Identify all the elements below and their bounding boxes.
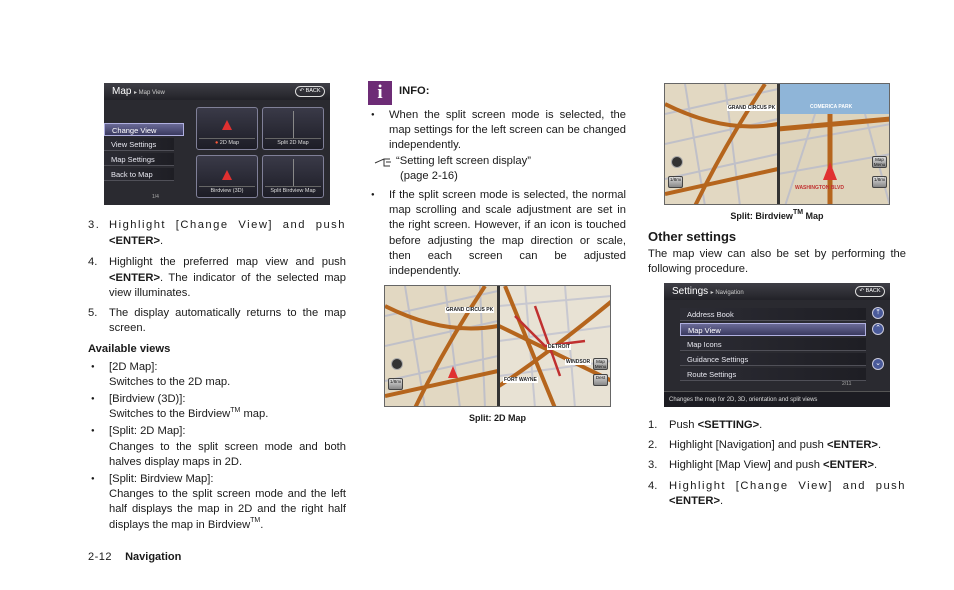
settings-steps: [648, 418, 906, 514]
scroll-top-icon[interactable]: ⤒: [872, 307, 884, 319]
settings-step-4: 4. Highlight [Change View] and push <ENTER>.: [648, 479, 906, 507]
tile-split-birdview-map[interactable]: Split Birdview Map: [262, 155, 324, 198]
view-split-birdview: ● [Split: Birdview Map]:: [88, 472, 346, 487]
settings-page-indicator: 2/11: [842, 381, 852, 387]
step-5: 5. The display automatically returns to the map screen.: [88, 307, 346, 335]
settings-screenshot: [664, 283, 890, 407]
reference-pointer-icon: [374, 155, 392, 168]
column-1-text: 3. Highlight [Change View] and push <ENTER>. 4. Highlight the preferred map view and push <ENTER>. The indicator of the selected map view illuminates. 5. The display automatically returns to the map screen. Available views ● [2D Map]: Switches to the 2D map. ● [Birdview (3D)]: Switches to the Birdview™ map. ● [Split: 2D Map]: Changes to the split screen mode and both halves display maps in 2D. ● [Split: Birdview Map]: Changes to the split screen mode and the left half displays the map in 2D and the right half displays the map in Birdview™.: [88, 218, 346, 535]
menu-item-address-book[interactable]: Address Book: [680, 308, 866, 321]
scroll-up-icon[interactable]: ⌃: [872, 323, 884, 335]
page-number: 2-12: [88, 551, 113, 563]
split-2d-map-screenshot: [384, 285, 611, 407]
map-roads-birdview: [665, 84, 890, 205]
menu-item-map-settings[interactable]: Map Settings: [104, 153, 174, 166]
menu-item-route-settings[interactable]: Route Settings: [680, 368, 866, 381]
map-label-fort-wayne: FORT WAYNE: [504, 377, 537, 383]
available-views-heading: Available views: [88, 343, 171, 356]
menu-item-view-settings[interactable]: View Settings: [104, 138, 174, 151]
view-split-2d-map: ● [Split: 2D Map]:: [88, 424, 346, 439]
other-settings-heading: Other settings: [648, 229, 737, 244]
section-name: Navigation: [125, 551, 182, 563]
settings-step-3: 3. Highlight [Map View] and push <ENTER>.: [648, 459, 878, 472]
split-birdview-map-screenshot: [664, 83, 890, 205]
info-bullets: [368, 108, 626, 279]
status-bar: Changes the map for 2D, 3D, orientation and split views: [664, 391, 890, 407]
info-icon: i: [368, 81, 392, 105]
other-settings-text: The map view can also be set by performing the following procedure.: [648, 248, 906, 276]
settings-step-1: 1. Push <SETTING>.: [648, 419, 763, 431]
scroll-down-icon[interactable]: ⌄: [872, 358, 884, 370]
map-label-grand-circus: GRAND CIRCUS PK: [446, 307, 494, 313]
menu-item-back-to-map[interactable]: Back to Map: [104, 168, 174, 181]
settings-title: Settings: [672, 286, 709, 297]
menu-item-map-view[interactable]: Map View: [680, 323, 866, 336]
screen-title: Map: [112, 86, 132, 97]
menu-item-change-view[interactable]: Change View: [104, 123, 184, 136]
caption-split-birdview: Split: Birdview™ Map: [730, 209, 824, 221]
cross-reference: “Setting left screen display” (page 2-16): [368, 154, 626, 184]
step-3: 3. Highlight [Change View] and push: [88, 219, 346, 231]
other-settings-section: [648, 228, 906, 277]
map-view-screenshot: [104, 83, 330, 205]
back-button[interactable]: ↶ BACK: [295, 86, 325, 97]
tile-split-2d-map[interactable]: Split 2D Map: [262, 107, 324, 150]
menu-item-map-icons[interactable]: Map Icons: [680, 338, 866, 351]
map-label-comerica-park: COMERICA PARK: [810, 104, 853, 110]
info-label: INFO:: [399, 85, 430, 97]
map-menu-button-2[interactable]: Map Menu: [873, 157, 886, 167]
map-roads: [385, 286, 611, 407]
compass-icon: [391, 358, 403, 370]
menu-item-guidance-settings[interactable]: Guidance Settings: [680, 353, 866, 366]
settings-header: [664, 283, 890, 300]
view-birdview-3d: ● [Birdview (3D)]:: [88, 392, 346, 407]
scale-button[interactable]: 1/8mi: [388, 378, 403, 390]
map-label-windsor: WINDSOR: [566, 359, 591, 365]
screen-header: [104, 83, 330, 100]
settings-back-button[interactable]: ↶ BACK: [855, 286, 885, 297]
view-2d-map: ● [2D Map]:: [88, 360, 346, 375]
scale-button-left[interactable]: 1/8mi: [668, 176, 683, 188]
scale-button-right[interactable]: 1/8mi: [872, 176, 887, 188]
screen-breadcrumb: ▸ Map View: [133, 90, 165, 96]
map-label-detroit: DETROIT: [548, 344, 570, 350]
settings-step-2: 2. Highlight [Navigation] and push <ENTER>.: [648, 439, 882, 452]
page-indicator: 1/4: [152, 194, 159, 200]
tile-2d-map[interactable]: ● 2D Map: [196, 107, 258, 150]
settings-breadcrumb: ▸ Navigation: [710, 290, 744, 296]
compass-icon-2: [671, 156, 683, 168]
map-label-grand-circus-2: GRAND CIRCUS PK: [728, 105, 776, 111]
info-bullet-1: ● When the split screen mode is selected, the map settings for the left screen can be changed independently.: [368, 108, 626, 154]
tile-birdview-3d[interactable]: Birdview (3D): [196, 155, 258, 198]
dest-button[interactable]: Dest: [593, 374, 608, 386]
map-label-washington-blvd: WASHINGTON BLVD: [795, 185, 844, 191]
info-bullet-2: ● If the split screen mode is selected, the normal map scrolling and scale adjustment are set in the right screen. However, if an icon is touched before adjusting the map direction or scale, then each screen can be adjusted independently.: [368, 188, 626, 279]
page-footer: [88, 550, 181, 565]
caption-split-2d: Split: 2D Map: [468, 413, 526, 423]
map-menu-button[interactable]: Map Menu: [594, 359, 607, 369]
step-4: 4. Highlight the preferred map view and push <ENTER>. The indicator of the selected map view illuminates.: [88, 256, 346, 299]
